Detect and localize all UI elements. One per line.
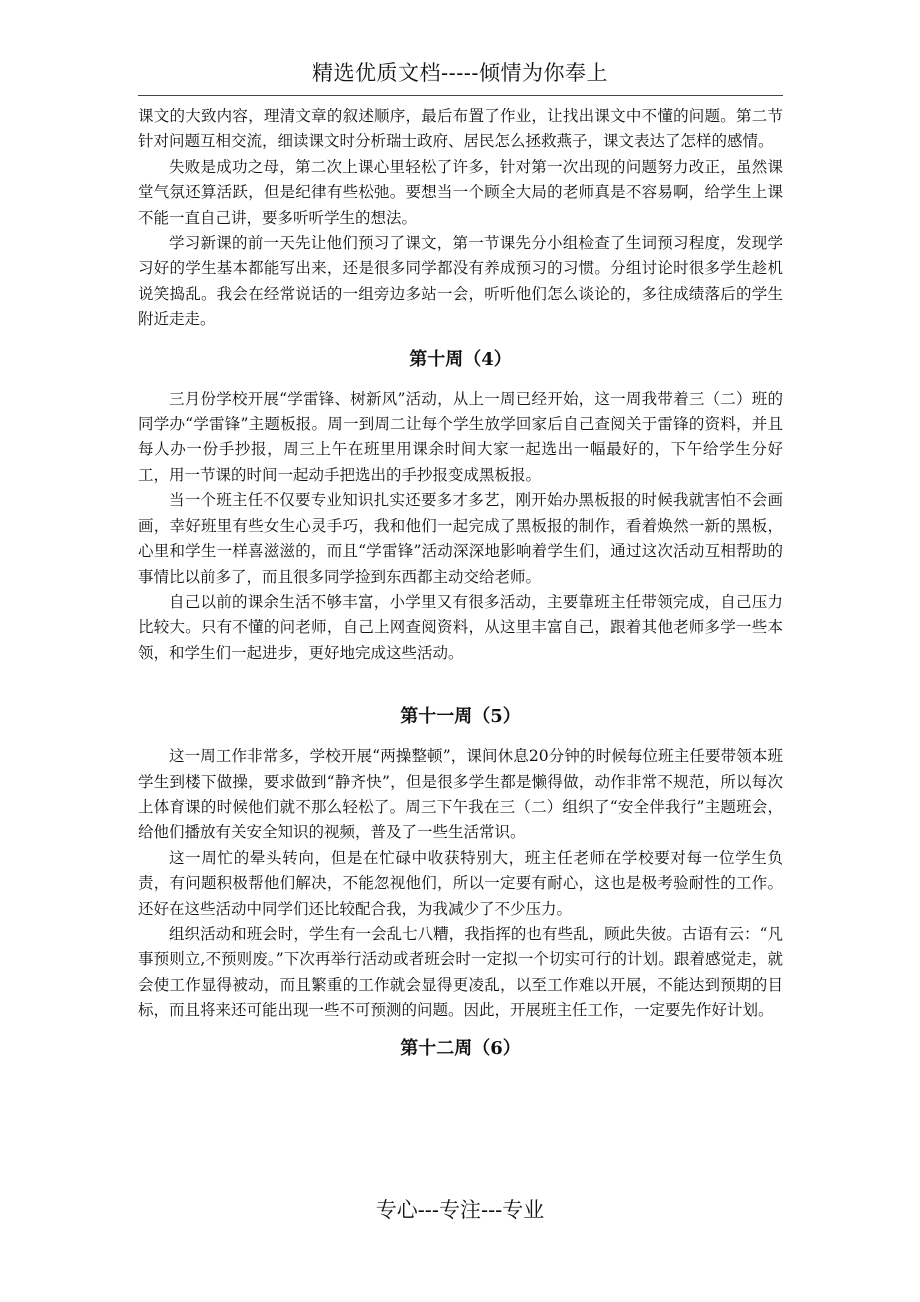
- paragraph-7: 这一周工作非常多，学校开展“两操整顿”，课间休息20分钟的时候每位班主任要带领本班学生到楼下做操，要求做到“静齐快”，但是很多学生都是懒得做，动作非常不规范，所以每次上体育课的时候他们就不那么轻松了。周三下午我在三（二）组织了“安全伴我行”主题班会，给他们播放有关安全知识的视频，普及了一些生活常识。: [138, 747, 783, 842]
- paragraph-2: 失败是成功之母，第二次上课心里轻松了许多，针对第一次出现的问题努力改正，虽然课堂气氛还算活跃，但是纪律有些松弛。要想当一个顾全大局的老师真是不容易啊，给学生上课不能一直自己讲，要多听听学生的想法。: [138, 157, 783, 227]
- paragraph-5: 当一个班主任不仅要专业知识扎实还要多才多艺，刚开始办黑板报的时候我就害怕不会画画，幸好班里有些女生心灵手巧，我和他们一起完成了黑板报的制作，看着焕然一新的黑板，心里和学生一样喜滋滋的，而且“学雷锋”活动深深地影响着学生们，通过这次活动互相帮助的事情比以前多了，而且很多同学捡到东西都主动交给老师。: [138, 491, 783, 586]
- paragraph-8: 这一周忙的晕头转向，但是在忙碌中收获特别大，班主任老师在学校要对每一位学生负责，有问题积极帮他们解决，不能忽视他们，所以一定要有耐心，这也是极考验耐性的工作。还好在这些活动中同学们还比较配合我，为我减少了不少压力。: [138, 848, 783, 918]
- document-body: [138, 104, 783, 1064]
- paragraph-1: 课文的大致内容，理清文章的叙述顺序，最后布置了作业，让找出课文中不懂的问题。第二节针对问题互相交流，细读课文时分析瑞士政府、居民怎么拯救燕子，课文表达了怎样的感情。: [138, 107, 783, 151]
- paragraph-3: 学习新课的前一天先让他们预习了课文，第一节课先分小组检查了生词预习程度，发现学习好的学生基本都能写出来，还是很多同学都没有养成预习的习惯。分组讨论时很多学生趁机说笑捣乱。我会在经常说话的一组旁边多站一会，听听他们怎么谈论的，多往成绩落后的学生附近走走。: [138, 234, 783, 329]
- section-heading-week-12: 第十二周（6）: [400, 1037, 521, 1059]
- page-footer: 专心---专注---专业: [375, 1198, 545, 1222]
- header-divider: [138, 95, 783, 96]
- page-header: 精选优质文档-----倾情为你奉上: [312, 61, 608, 85]
- paragraph-9: 组织活动和班会时，学生有一会乱七八糟，我指挥的也有些乱，顾此失彼。古语有云：“凡事预则立,不预则废。”下次再举行活动或者班会时一定拟一个切实可行的计划。跟着感觉走，就会使工作显得被动，而且繁重的工作就会显得更凌乱，以至工作难以开展，不能达到预期的目标，而且将来还可能出现一些不可预测的问题。因此，开展班主任工作，一定要先作好计划。: [138, 924, 783, 1020]
- paragraph-4: 三月份学校开展“学雷锋、树新风”活动，从上一周已经开始，这一周我带着三（二）班的同学办“学雷锋”主题板报。周一到周二让每个学生放学回家后自己查阅关于雷锋的资料，并且每人办一份手抄报，周三上午在班里用课余时间大家一起选出一幅最好的，下午给学生分好工，用一节课的时间一起动手把选出的手抄报变成黑板报。: [138, 389, 783, 484]
- paragraph-6: 自己以前的课余生活不够丰富，小学里又有很多活动，主要靠班主任带领完成，自己压力比较大。只有不懂的问老师，自己上网查阅资料，从这里丰富自己，跟着其他老师多学一些本领，和学生们一起进步，更好地完成这些活动。: [138, 592, 783, 662]
- section-heading-week-11: 第十一周（5）: [400, 706, 521, 728]
- section-heading-week-10: 第十周（4）: [409, 348, 512, 370]
